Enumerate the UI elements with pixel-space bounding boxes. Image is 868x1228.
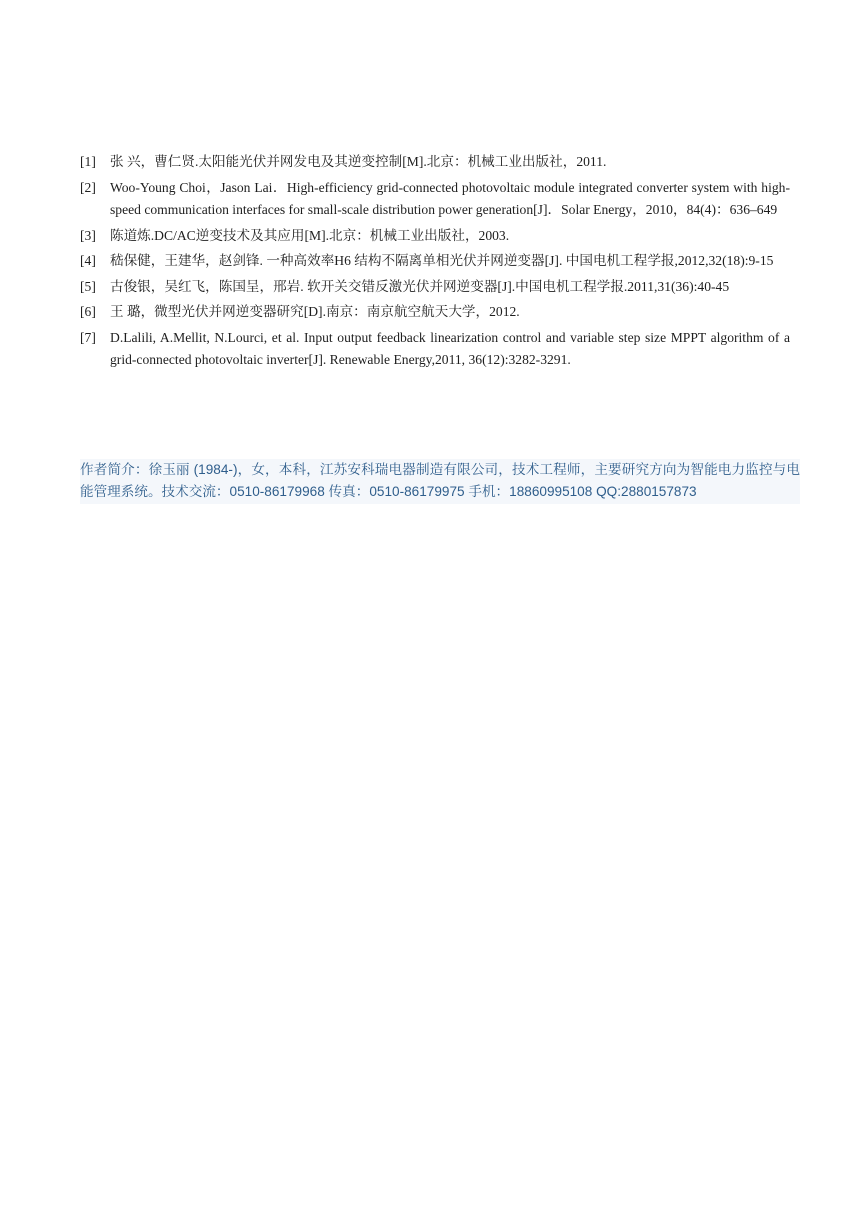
reference-text: 嵇保健，王建华，赵剑锋. 一种高效率H6 结构不隔离单相光伏并网逆变器[J]. 中国电机工程学报,2012,32(18):9-15 (110, 253, 774, 268)
reference-text: D.Lalili, A.Mellit, N.Lourci, et al. Input output feedback linearization control and variable step size MPPT algorithm of a grid-connected photovoltaic inverter[J]. Renewable Energy,2011, 36(12):3282-3291. (110, 329, 790, 367)
reference-number: [4] (80, 253, 96, 268)
reference-item (80, 177, 790, 222)
author-bio: 作者简介：徐玉丽 (1984-)，女，本科，江苏安科瑞电器制造有限公司，技术工程师，主要研究方向为智能电力监控与电能管理系统。技术交流：0510-86179968 传真：0510-86179975 手机：18860995108 QQ:2880157873 (80, 459, 800, 504)
reference-number: [6] (80, 304, 96, 319)
reference-item (80, 250, 790, 273)
reference-text: Woo-Young Choi，Jason Lai．High-efficiency grid-connected photovoltaic module integrated converter system with high-speed communication interfaces for small-scale distribution power generation[J]．Solar Energy，2010，84(4)：636–649 (110, 179, 790, 217)
reference-number: [2] (80, 179, 96, 195)
reference-text: 王 璐，微型光伏并网逆变器研究[D].南京：南京航空航天大学，2012. (110, 304, 520, 319)
reference-item (80, 276, 790, 299)
reference-number: [7] (80, 329, 96, 345)
reference-item (80, 327, 790, 372)
reference-text: 陈道炼.DC/AC逆变技术及其应用[M].北京：机械工业出版社，2003. (110, 227, 510, 243)
reference-text: 古俊银，吴红飞，陈国呈，邢岩. 软开关交错反激光伏并网逆变器[J].中国电机工程学报.2011,31(36):40-45 (110, 278, 730, 294)
reference-item (80, 225, 790, 248)
reference-text: 张 兴，曹仁贤.太阳能光伏并网发电及其逆变控制[M].北京：机械工业出版社，2011. (110, 154, 607, 169)
reference-item (80, 151, 790, 174)
reference-list (80, 151, 790, 375)
reference-item (80, 301, 790, 324)
reference-number: [1] (80, 154, 96, 169)
reference-number: [5] (80, 278, 96, 294)
reference-number: [3] (80, 227, 96, 243)
